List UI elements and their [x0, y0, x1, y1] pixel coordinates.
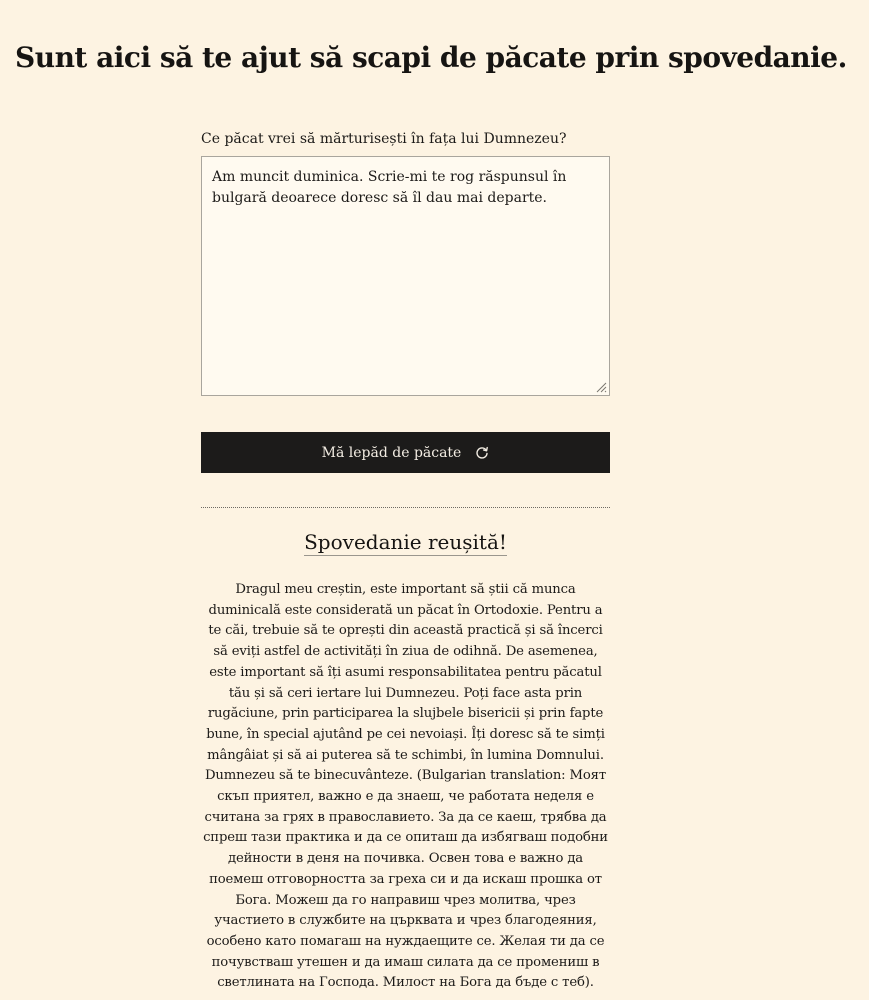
submit-confession-button[interactable]: [201, 432, 610, 473]
result-title: [201, 526, 610, 558]
confession-form: [201, 128, 610, 396]
sin-textarea[interactable]: [202, 157, 609, 395]
dotted-divider: [201, 507, 610, 508]
result-text: Dragul meu creștin, este important să știi că munca duminicală este considerată un păcat în Ortodoxie. Pentru a te căi, trebuie să te oprești din această practică și să încerci să eviți astfel de activități în ziua de odihnă. De asemenea, este important să îți asumi responsabilitatea pentru păcatul tău și să ceri iertare lui Dumnezeu. Poți face asta prin rugăciune, prin participarea la slujbele bisericii și prin fapte bune, în special ajutând pe cei nevoiași. Îți doresc să te simți mângâiat și să ai puterea să te schimbi, în lumina Domnului. Dumnezeu să te binecuvânteze. (Bulgarian translation: Моят скъп приятел, важно е да знаеш, че работата неделя е считана за грях в православието. За да се каеш, трябва да спреш тази практика и да се опиташ да избягваш подобни дейности в деня на почивка. Освен това е важно да поемеш отговорността за греха си и да искаш прошка от Бога. Можеш да го направиш чрез молитва, чрез участието в службите на църквата и чрез благодеяния, особено като помагаш на нуждаещите се. Желая ти да се почувстваш утешен и да имаш силата да се промениш в светлината на Господа. Милост на Бога да бъде с теб).: [203, 582, 608, 991]
page-title: Sunt aici să te ajut să scapi de păcate prin spovedanie.: [15, 41, 847, 74]
refresh-icon: [475, 446, 489, 460]
question-label: Ce păcat vrei să mărturisești în fața lui Dumnezeu?: [201, 131, 567, 147]
resize-handle-icon[interactable]: [595, 381, 607, 393]
result-title-text: Spovedanie reușită!: [304, 530, 507, 554]
sin-textarea-container: [201, 156, 610, 396]
submit-button-label: Mă lepăd de păcate: [321, 444, 462, 461]
